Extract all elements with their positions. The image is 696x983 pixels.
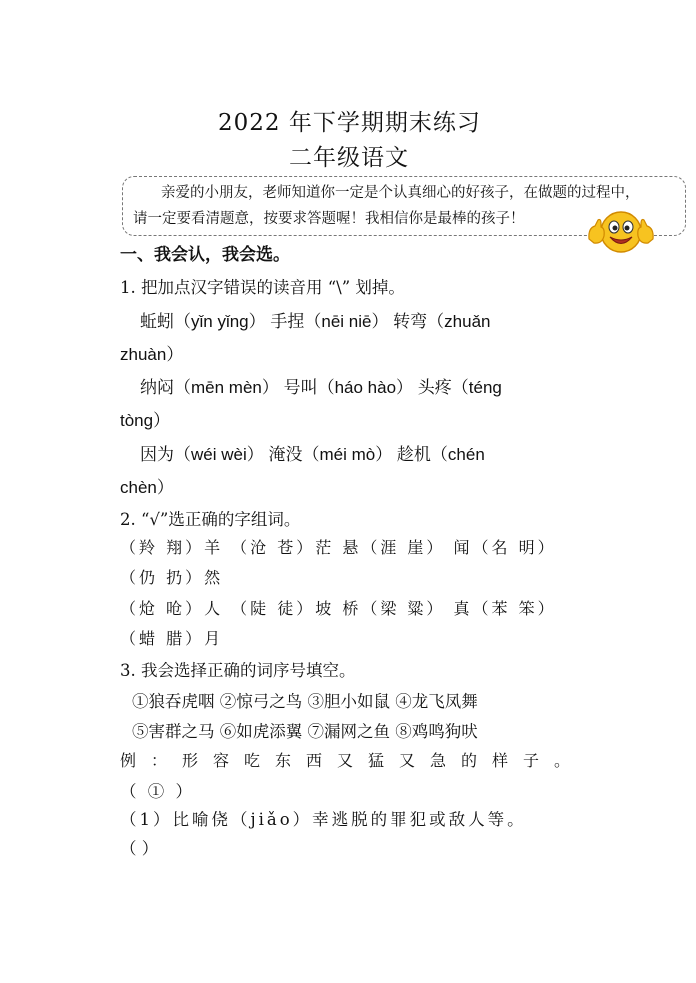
question-2-line: （仍 扔）然 — [120, 568, 224, 587]
question-3-item-1: （1）比喻侥（jiǎo）幸逃脱的罪犯或敌人等。 — [120, 810, 527, 829]
question-2-line: （蜡 腊）月 — [120, 629, 224, 648]
question-2-line: （羚 翔）羊 （沧 苍）茫 悬（涯 崖） 闻（名 明） — [120, 538, 557, 557]
question-1-line: 纳闷（mēn mèn） 号叫（háo hào） 头疼（téng — [140, 378, 502, 397]
question-1-prompt: 1. 把加点汉字错误的读音用 “\” 划掉。 — [120, 278, 405, 297]
greeting-line-2: 请一定要看清题意，按要求答题喔！我相信你是最棒的孩子！ — [133, 211, 525, 227]
section-heading: 一、我会认，我会选。 — [120, 245, 290, 265]
question-1-line: chèn） — [120, 478, 174, 497]
question-1-line: zhuàn） — [120, 345, 184, 364]
greeting-line-1: 亲爱的小朋友，老师知道你一定是个认真细心的好孩子，在做题的过程中， — [161, 185, 640, 201]
question-3-example: 例：形容吃东西又猛又急的样子。 — [120, 751, 586, 770]
question-1-line: tòng） — [120, 411, 171, 430]
question-1-line: 因为（wéi wèi） 淹没（méi mò） 趁机（chén — [140, 445, 485, 464]
question-3-prompt: 3. 我会选择正确的词序号填空。 — [120, 661, 356, 680]
question-2-prompt: 2. “√”选正确的字组词。 — [120, 510, 301, 529]
page-title: 2022 年下学期期末练习 — [218, 110, 481, 136]
question-3-example-answer: （ ① ） — [120, 782, 195, 801]
question-2-line: （炝 呛）人 （陡 徒）坡 桥（梁 粱） 真（苯 笨） — [120, 599, 557, 618]
page-subtitle: 二年级语文 — [289, 145, 409, 171]
question-3-options-row: ①狼吞虎咽 ②惊弓之鸟 ③胆小如鼠 ④龙飞凤舞 — [132, 692, 478, 711]
question-3-options-row: ⑤害群之马 ⑥如虎添翼 ⑦漏网之鱼 ⑧鸡鸣狗吠 — [132, 722, 478, 741]
question-1-line: 蚯蚓（yǐn yǐng） 手捏（nēi niē） 转弯（zhuǎn — [140, 312, 491, 331]
thumbs-up-smiley-icon — [586, 206, 656, 256]
question-3-item-1-answer[interactable]: （ ） — [120, 839, 159, 858]
